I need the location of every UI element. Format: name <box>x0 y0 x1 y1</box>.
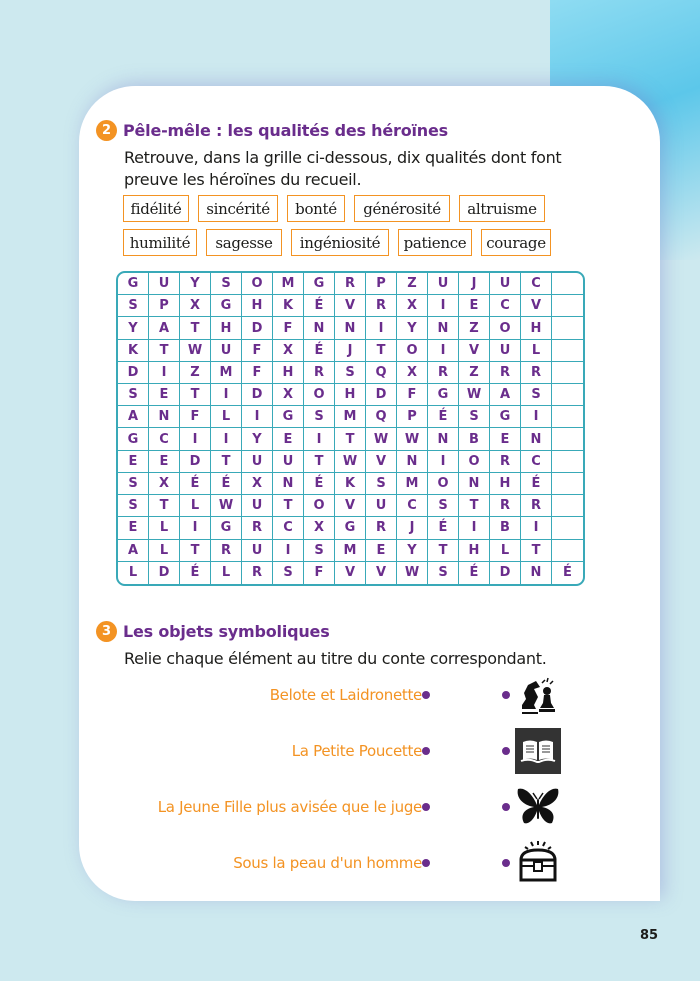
grid-cell[interactable]: R <box>242 562 273 584</box>
grid-cell[interactable]: G <box>490 406 521 428</box>
page-number: 85 <box>640 928 659 943</box>
grid-cell[interactable]: U <box>366 495 397 517</box>
connector-dot-right[interactable] <box>502 859 510 867</box>
grid-cell[interactable]: X <box>397 362 428 384</box>
grid-cell[interactable]: G <box>273 406 304 428</box>
grid-cell[interactable]: É <box>304 295 335 317</box>
open-book-icon <box>515 728 561 774</box>
connector-dot-left[interactable] <box>422 859 430 867</box>
grid-cell[interactable]: O <box>304 384 335 406</box>
grid-cell[interactable]: I <box>149 362 180 384</box>
grid-cell[interactable]: S <box>521 384 552 406</box>
grid-cell[interactable]: É <box>563 565 572 581</box>
section-3-number-badge: 3 <box>96 621 117 642</box>
grid-cell[interactable]: A <box>118 406 149 428</box>
grid-cell[interactable]: W <box>459 384 490 406</box>
grid-cell[interactable]: N <box>428 317 459 339</box>
grid-cell[interactable]: I <box>459 517 490 539</box>
grid-cell[interactable]: L <box>521 340 552 362</box>
grid-cell[interactable]: V <box>459 340 490 362</box>
grid-cell[interactable]: F <box>397 384 428 406</box>
grid-cell[interactable]: H <box>335 384 366 406</box>
grid-cell[interactable]: E <box>118 451 149 473</box>
grid-cell[interactable]: Z <box>459 362 490 384</box>
grid-cell[interactable]: I <box>521 517 552 539</box>
grid-cell[interactable]: C <box>273 517 304 539</box>
section-3-heading <box>96 621 330 642</box>
word-list-row-2 <box>123 229 560 256</box>
grid-cell[interactable]: I <box>211 428 242 450</box>
grid-cell[interactable]: F <box>242 340 273 362</box>
grid-cell[interactable]: Q <box>366 406 397 428</box>
grid-cell[interactable]: Z <box>397 273 428 295</box>
grid-cell[interactable]: G <box>211 517 242 539</box>
grid-cell[interactable] <box>552 340 583 362</box>
grid-cell[interactable] <box>552 362 583 384</box>
grid-cell[interactable]: R <box>211 540 242 562</box>
grid-cell[interactable]: P <box>366 273 397 295</box>
grid-cell[interactable]: O <box>242 273 273 295</box>
grid-cell[interactable]: U <box>273 451 304 473</box>
grid-cell[interactable]: T <box>180 317 211 339</box>
word-box: sincérité <box>198 195 278 222</box>
grid-cell[interactable]: T <box>304 451 335 473</box>
grid-cell[interactable]: L <box>180 495 211 517</box>
grid-cell[interactable]: R <box>304 362 335 384</box>
grid-cell[interactable]: T <box>366 340 397 362</box>
grid-cell[interactable]: X <box>397 295 428 317</box>
grid-cell[interactable]: K <box>118 340 149 362</box>
grid-cell[interactable]: M <box>397 473 428 495</box>
grid-cell[interactable]: I <box>366 317 397 339</box>
grid-cell[interactable]: T <box>180 540 211 562</box>
tale-title: La Jeune Fille plus avisée que le juge <box>157 798 422 816</box>
grid-cell[interactable]: R <box>366 517 397 539</box>
grid-cell[interactable]: G <box>118 273 149 295</box>
section-2-title: Pêle-mêle : les qualités des héroïnes <box>123 121 448 140</box>
grid-cell[interactable] <box>552 406 583 428</box>
grid-cell[interactable]: L <box>149 517 180 539</box>
grid-cell[interactable]: H <box>242 295 273 317</box>
grid-cell[interactable]: Y <box>397 317 428 339</box>
grid-cell[interactable]: G <box>118 428 149 450</box>
grid-cell[interactable]: U <box>490 340 521 362</box>
word-list-row-1 <box>123 195 554 222</box>
grid-cell[interactable]: Y <box>242 428 273 450</box>
word-box: générosité <box>354 195 450 222</box>
tale-title: Sous la peau d'un homme <box>233 854 422 872</box>
grid-cell[interactable]: I <box>211 384 242 406</box>
grid-cell[interactable]: S <box>211 273 242 295</box>
grid-cell[interactable] <box>552 473 583 495</box>
grid-cell[interactable]: R <box>521 362 552 384</box>
grid-cell[interactable]: É <box>521 473 552 495</box>
match-row <box>100 728 570 774</box>
grid-cell[interactable]: L <box>118 562 149 584</box>
grid-cell[interactable]: T <box>428 540 459 562</box>
grid-cell[interactable] <box>552 495 583 517</box>
instruction-line-2: preuve les héroïnes du recueil. <box>124 170 362 189</box>
grid-cell[interactable]: X <box>273 340 304 362</box>
grid-cell[interactable]: X <box>180 295 211 317</box>
grid-cell[interactable]: R <box>490 362 521 384</box>
grid-cell[interactable]: F <box>304 562 335 584</box>
grid-cell[interactable]: M <box>335 540 366 562</box>
word-search-cells <box>118 273 583 584</box>
grid-cell[interactable]: U <box>242 540 273 562</box>
grid-cell[interactable]: S <box>118 384 149 406</box>
grid-cell[interactable]: É <box>428 406 459 428</box>
grid-cell[interactable]: M <box>273 273 304 295</box>
grid-cell[interactable]: W <box>397 428 428 450</box>
grid-cell[interactable]: T <box>180 384 211 406</box>
word-box: altruisme <box>459 195 545 222</box>
grid-cell[interactable] <box>552 451 583 473</box>
grid-cell[interactable]: L <box>211 406 242 428</box>
grid-cell[interactable]: J <box>335 340 366 362</box>
connector-dot-right[interactable] <box>502 691 510 699</box>
grid-cell[interactable]: F <box>273 317 304 339</box>
grid-cell[interactable]: D <box>242 317 273 339</box>
grid-cell[interactable]: S <box>304 406 335 428</box>
grid-cell[interactable]: X <box>273 384 304 406</box>
grid-cell[interactable]: T <box>335 428 366 450</box>
grid-cell[interactable]: F <box>180 406 211 428</box>
grid-cell[interactable]: V <box>366 451 397 473</box>
grid-cell[interactable]: I <box>428 451 459 473</box>
grid-cell[interactable]: R <box>428 362 459 384</box>
grid-cell[interactable]: É <box>428 517 459 539</box>
grid-cell[interactable]: N <box>428 428 459 450</box>
grid-cell[interactable]: E <box>273 428 304 450</box>
grid-cell[interactable]: Z <box>459 317 490 339</box>
treasure-chest-icon <box>515 840 561 886</box>
grid-cell[interactable]: I <box>428 295 459 317</box>
grid-cell[interactable]: O <box>428 473 459 495</box>
grid-cell[interactable]: K <box>273 295 304 317</box>
grid-cell[interactable]: T <box>273 495 304 517</box>
grid-cell[interactable]: N <box>521 562 552 584</box>
grid-cell[interactable]: I <box>521 406 552 428</box>
grid-cell[interactable]: H <box>211 317 242 339</box>
grid-cell[interactable]: X <box>242 473 273 495</box>
grid-cell[interactable]: K <box>335 473 366 495</box>
grid-cell[interactable]: P <box>397 406 428 428</box>
grid-cell[interactable]: W <box>397 562 428 584</box>
section-2-heading <box>96 120 448 141</box>
grid-cell[interactable] <box>552 384 583 406</box>
grid-cell[interactable] <box>552 317 583 339</box>
grid-cell[interactable]: V <box>335 495 366 517</box>
grid-cell[interactable]: Z <box>180 362 211 384</box>
connector-dot-left[interactable] <box>422 803 430 811</box>
tale-title: La Petite Poucette <box>291 742 422 760</box>
grid-cell[interactable]: D <box>180 451 211 473</box>
grid-cell[interactable]: É <box>459 562 490 584</box>
connector-dot-right[interactable] <box>502 747 510 755</box>
grid-cell[interactable] <box>552 517 583 539</box>
grid-cell[interactable]: W <box>180 340 211 362</box>
grid-cell[interactable]: I <box>304 428 335 450</box>
grid-cell[interactable]: H <box>273 362 304 384</box>
instruction-line-1: Retrouve, dans la grille ci-dessous, dix qualités dont font <box>124 148 562 167</box>
grid-cell[interactable]: D <box>118 362 149 384</box>
grid-cell[interactable]: V <box>335 562 366 584</box>
word-box: ingéniosité <box>291 229 389 256</box>
grid-cell[interactable]: O <box>459 451 490 473</box>
grid-cell[interactable]: A <box>118 540 149 562</box>
match-row <box>100 784 570 830</box>
grid-cell[interactable]: H <box>459 540 490 562</box>
grid-cell[interactable]: E <box>490 428 521 450</box>
grid-cell[interactable]: S <box>273 562 304 584</box>
grid-cell[interactable]: É <box>304 473 335 495</box>
word-search-grid <box>116 271 585 586</box>
grid-cell[interactable]: S <box>366 473 397 495</box>
grid-cell[interactable] <box>552 540 583 562</box>
grid-cell[interactable]: U <box>490 273 521 295</box>
grid-cell[interactable]: N <box>304 317 335 339</box>
grid-cell[interactable]: V <box>521 295 552 317</box>
grid-cell[interactable]: V <box>335 295 366 317</box>
grid-cell[interactable]: H <box>490 473 521 495</box>
grid-cell[interactable]: S <box>118 473 149 495</box>
grid-cell[interactable]: T <box>149 340 180 362</box>
grid-cell[interactable]: Y <box>180 273 211 295</box>
grid-cell[interactable]: S <box>118 495 149 517</box>
grid-cell[interactable]: P <box>149 295 180 317</box>
grid-cell[interactable]: S <box>428 495 459 517</box>
grid-cell[interactable]: M <box>211 362 242 384</box>
grid-cell[interactable]: U <box>242 451 273 473</box>
match-row <box>100 840 570 886</box>
connector-dot-left[interactable] <box>422 691 430 699</box>
grid-cell[interactable]: A <box>149 317 180 339</box>
grid-cell[interactable]: S <box>459 406 490 428</box>
grid-cell[interactable]: R <box>366 295 397 317</box>
grid-cell[interactable]: D <box>149 562 180 584</box>
grid-cell[interactable]: I <box>242 406 273 428</box>
word-box: courage <box>481 229 551 256</box>
grid-cell[interactable]: E <box>149 384 180 406</box>
grid-cell[interactable]: Y <box>397 540 428 562</box>
grid-cell[interactable]: É <box>180 473 211 495</box>
grid-cell[interactable]: N <box>397 451 428 473</box>
section-3-instruction: Relie chaque élément au titre du conte correspondant. <box>124 649 547 668</box>
grid-cell[interactable]: U <box>149 273 180 295</box>
grid-cell[interactable]: B <box>459 428 490 450</box>
grid-cell[interactable]: É <box>304 340 335 362</box>
grid-cell[interactable]: N <box>149 406 180 428</box>
word-box: fidélité <box>123 195 189 222</box>
grid-cell[interactable]: É <box>180 562 211 584</box>
connector-dot-left[interactable] <box>422 747 430 755</box>
butterfly-icon <box>515 784 561 830</box>
grid-cell[interactable]: X <box>304 517 335 539</box>
section-2-number-badge: 2 <box>96 120 117 141</box>
connector-dot-right[interactable] <box>502 803 510 811</box>
grid-cell[interactable]: U <box>242 495 273 517</box>
grid-cell[interactable] <box>552 295 583 317</box>
grid-cell[interactable]: D <box>366 384 397 406</box>
grid-cell[interactable]: I <box>428 340 459 362</box>
grid-cell[interactable]: G <box>211 295 242 317</box>
grid-cell[interactable]: C <box>521 451 552 473</box>
grid-cell[interactable]: N <box>273 473 304 495</box>
grid-cell[interactable]: C <box>521 273 552 295</box>
grid-cell[interactable] <box>552 273 583 295</box>
section-3-title: Les objets symboliques <box>123 622 330 641</box>
grid-cell[interactable]: J <box>397 517 428 539</box>
grid-cell[interactable]: S <box>118 295 149 317</box>
grid-cell[interactable]: S <box>428 562 459 584</box>
chess-pieces-icon <box>515 672 561 718</box>
grid-cell[interactable]: C <box>490 295 521 317</box>
grid-cell[interactable]: U <box>211 340 242 362</box>
word-box: humilité <box>123 229 197 256</box>
grid-cell[interactable]: W <box>211 495 242 517</box>
grid-cell[interactable]: G <box>335 517 366 539</box>
grid-cell[interactable]: H <box>521 317 552 339</box>
grid-cell[interactable]: O <box>304 495 335 517</box>
tale-title: Belote et Laidronette <box>269 686 422 704</box>
grid-cell[interactable]: O <box>397 340 428 362</box>
grid-cell[interactable]: A <box>490 384 521 406</box>
grid-cell[interactable]: I <box>180 517 211 539</box>
grid-cell[interactable]: X <box>149 473 180 495</box>
grid-cell[interactable] <box>552 428 583 450</box>
grid-cell[interactable]: J <box>459 273 490 295</box>
grid-cell[interactable]: E <box>459 295 490 317</box>
grid-cell[interactable]: Y <box>118 317 149 339</box>
grid-cell[interactable]: R <box>242 517 273 539</box>
grid-cell[interactable]: L <box>149 540 180 562</box>
grid-cell[interactable]: D <box>490 562 521 584</box>
grid-cell[interactable]: L <box>211 562 242 584</box>
match-row <box>100 672 570 718</box>
grid-cell[interactable]: E <box>149 451 180 473</box>
grid-cell[interactable]: R <box>490 451 521 473</box>
grid-cell[interactable]: L <box>490 540 521 562</box>
grid-cell[interactable]: M <box>335 406 366 428</box>
grid-cell[interactable]: R <box>490 495 521 517</box>
grid-cell[interactable]: F <box>242 362 273 384</box>
word-box: patience <box>398 229 472 256</box>
grid-cell[interactable]: W <box>366 428 397 450</box>
grid-cell[interactable]: B <box>490 517 521 539</box>
grid-cell[interactable]: D <box>242 384 273 406</box>
grid-cell[interactable]: T <box>211 451 242 473</box>
grid-cell[interactable]: S <box>304 540 335 562</box>
word-box: sagesse <box>206 229 282 256</box>
grid-cell[interactable]: I <box>180 428 211 450</box>
grid-cell[interactable]: R <box>335 273 366 295</box>
grid-cell[interactable]: N <box>521 428 552 450</box>
grid-cell[interactable]: T <box>149 495 180 517</box>
grid-cell[interactable]: V <box>366 562 397 584</box>
grid-cell[interactable]: T <box>459 495 490 517</box>
grid-cell[interactable]: U <box>428 273 459 295</box>
grid-cell[interactable]: N <box>335 317 366 339</box>
grid-cell[interactable]: N <box>459 473 490 495</box>
grid-cell[interactable]: É <box>211 473 242 495</box>
section-2-instruction <box>124 147 594 191</box>
grid-cell[interactable]: O <box>490 317 521 339</box>
grid-cell[interactable]: E <box>366 540 397 562</box>
grid-cell[interactable]: C <box>397 495 428 517</box>
grid-cell[interactable]: Q <box>366 362 397 384</box>
grid-cell[interactable]: G <box>428 384 459 406</box>
grid-cell[interactable]: E <box>118 517 149 539</box>
grid-cell[interactable]: T <box>521 540 552 562</box>
grid-cell[interactable]: G <box>304 273 335 295</box>
word-box: bonté <box>287 195 345 222</box>
grid-cell[interactable]: I <box>273 540 304 562</box>
grid-cell[interactable]: S <box>335 362 366 384</box>
grid-cell[interactable]: C <box>149 428 180 450</box>
grid-cell[interactable]: W <box>335 451 366 473</box>
grid-cell[interactable]: R <box>521 495 552 517</box>
